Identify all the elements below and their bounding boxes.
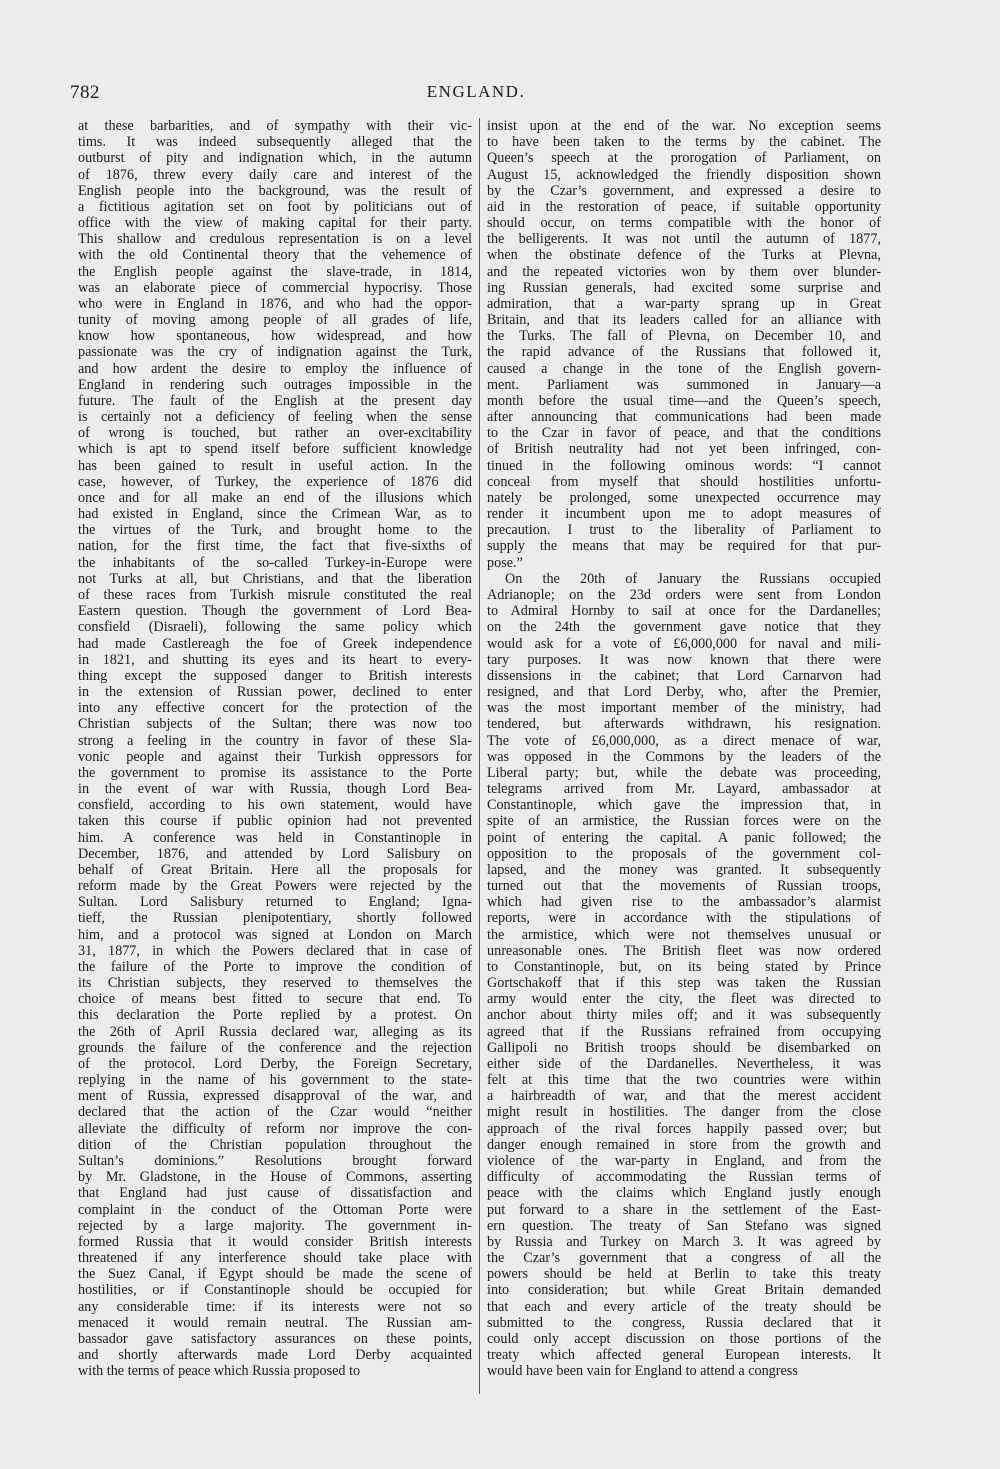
text-line: know how spontaneous, how widespread, and how <box>78 328 472 345</box>
text-line: danger enough remained in store from the growth and <box>487 1136 881 1153</box>
text-line: of wrong is touched, but rather an over-excitability <box>78 425 472 442</box>
text-line: of British neutrality had not yet been infringed, con- <box>487 441 881 458</box>
text-line: precaution. I trust to the liberality of Parliament to <box>487 522 881 539</box>
text-line: anchor about thirty miles off; and it was subsequently <box>487 1007 881 1024</box>
text-line: caused a change in the tone of the English govern- <box>487 360 881 377</box>
text-line: the failure of the Porte to improve the condition of <box>78 958 472 975</box>
text-line: reform made by the Great Powers were rejected by the <box>78 878 472 895</box>
text-line: of the protocol. Lord Derby, the Foreign Secretary, <box>78 1055 472 1072</box>
text-line: unreasonable ones. The British fleet was now ordered <box>487 942 881 959</box>
text-line: might result in hostilities. The danger from the close <box>487 1104 881 1121</box>
page-header <box>70 82 882 110</box>
text-line: had made Castlereagh the foe of Greek independence <box>78 635 472 652</box>
text-line: in 1821, and shutting its eyes and its heart to every- <box>78 651 472 668</box>
text-line: approach of the rival forces happily passed over; but <box>487 1120 881 1137</box>
text-line: treaty which affected general European interests. It <box>487 1347 881 1364</box>
text-line: on the 24th the government gave notice that they <box>487 619 881 636</box>
text-line: him. A conference was held in Constantinople in <box>78 829 472 846</box>
text-line: to Admiral Hornby to sail at once for the Dardanelles; <box>487 603 881 620</box>
text-line: strong a feeling in the country in favor of these Sla- <box>78 732 472 749</box>
text-line: case, however, of Turkey, the experience of 1876 did <box>78 473 472 490</box>
text-line: consfield (Disraeli), following the same policy which <box>78 619 472 636</box>
text-line: Constantinople, which gave the impression that, in <box>487 797 881 814</box>
text-line: into consideration; but while Great Britain demanded <box>487 1282 881 1299</box>
text-line: dition of the Christian population throughout the <box>78 1136 472 1153</box>
text-line: the belligerents. It was not until the autumn of 1877, <box>487 231 881 248</box>
text-line: with the terms of peace which Russia proposed to <box>78 1363 361 1380</box>
text-line: This shallow and credulous representation is on a level <box>78 231 472 248</box>
text-line: nately be prolonged, some unexpected occurrence may <box>487 489 881 506</box>
text-line: violence of the war-party in England, and from the <box>487 1153 881 1169</box>
text-line: Gortschakoff that if this step was taken the Russian <box>487 975 881 992</box>
text-line: the Suez Canal, if Egypt should be made the scene of <box>78 1266 472 1283</box>
text-line: admiration, that a war-party sprang up in Great <box>487 295 881 312</box>
text-line: Christian subjects of the Sultan; there was now too <box>78 716 472 733</box>
text-line: should occur, on terms compatible with the honor of <box>487 215 881 232</box>
text-line: the Czar’s government that a congress of all the <box>487 1250 881 1267</box>
text-line: the armistice, which were not themselves unusual or <box>487 926 881 943</box>
text-line: by Russia and Turkey on March 3. It was agreed by <box>487 1233 881 1250</box>
text-line: army would enter the city, the fleet was directed to <box>487 991 881 1008</box>
text-line: would have been vain for England to attend a congress <box>487 1363 798 1380</box>
text-line: difficulty of accommodating the Russian terms of <box>487 1169 881 1186</box>
text-line: thing except the supposed danger to British interests <box>78 667 472 684</box>
text-line: alleviate the difficulty of reform nor improve the con- <box>78 1120 472 1137</box>
text-line: month before the usual time—and the Queen’s speech, <box>487 392 881 409</box>
text-line: the rapid advance of the Russians that followed it, <box>487 344 881 361</box>
text-line: England in rendering such outrages impossible in the <box>78 376 472 393</box>
text-line: December, 1876, and attended by Lord Salisbury on <box>78 845 472 862</box>
text-line: by the Czar’s government, and expressed a desire to <box>487 182 881 199</box>
text-line: agreed that if the Russians refrained from occupying <box>487 1023 881 1040</box>
text-line: that England had just cause of dissatisfaction and <box>78 1185 472 1202</box>
text-line: ment of Russia, expressed disapproval of the war, and <box>78 1088 472 1105</box>
text-line: Eastern question. Though the government of Lord Bea- <box>78 603 472 620</box>
text-line: at these barbarities, and of sympathy with their vic- <box>78 118 472 134</box>
text-line: pose.” <box>487 554 523 571</box>
text-line: to have been taken to the terms by the cabinet. The <box>487 134 881 151</box>
text-line: complaint in the conduct of the Ottoman Porte were <box>78 1201 472 1218</box>
text-line: a fictitious agitation set on foot by politicians out of <box>78 198 472 215</box>
text-line: Liberal party; but, while the debate was proceeding, <box>487 764 881 781</box>
text-line: 31, 1877, in which the Powers declared that in case of <box>78 942 472 959</box>
text-line: tims. It was indeed subsequently alleged that the <box>78 134 472 151</box>
text-line: reports, were in accordance with the stipulations of <box>487 910 881 927</box>
text-line: put forward to a share in the settlement of the East- <box>487 1201 881 1218</box>
text-line: hostilities, or if Constantinople should be occupied for <box>78 1282 472 1299</box>
text-line: and the repeated victories won by them over blunder- <box>487 263 881 280</box>
text-line: consfield, according to his own statement, would have <box>78 797 472 814</box>
text-line: powers should be held at Berlin to take this treaty <box>487 1266 881 1283</box>
text-line: the English people against the slave-trade, in 1814, <box>78 263 472 280</box>
text-line: point of entering the capital. A panic followed; the <box>487 829 881 846</box>
text-line: Sultan’s dominions.” Resolutions brought forward <box>78 1153 472 1169</box>
text-line: the Turks. The fall of Plevna, on December 10, and <box>487 328 881 345</box>
text-line: not Turks at all, but Christians, and that the liberation <box>78 570 472 587</box>
text-line: dissensions in the cabinet; that Lord Carnarvon had <box>487 667 881 684</box>
text-line: passionate was the cry of indignation against the Turk, <box>78 344 472 361</box>
text-line: choice of means best fitted to secure that end. To <box>78 991 472 1008</box>
text-line: when the obstinate defence of the Turks at Plevna, <box>487 247 881 264</box>
text-line: which had given rise to the ambassador’s alarmist <box>487 894 881 911</box>
text-line: telegrams arrived from Mr. Layard, ambassador at <box>487 781 881 798</box>
text-line: Sultan. Lord Salisbury returned to England; Igna- <box>78 894 472 911</box>
text-line: to Constantinople, but, on its being stated by Prince <box>487 958 881 975</box>
text-line: either side of the Dardanelles. Nevertheless, it was <box>487 1055 881 1072</box>
text-line: this declaration the Porte replied by a protest. On <box>78 1007 472 1024</box>
text-line: grounds the failure of the conference and the rejection <box>78 1039 472 1056</box>
text-line: would ask for a vote of £6,000,000 for naval and mili- <box>487 635 881 652</box>
text-line: to the Czar in favor of peace, and that the conditions <box>487 425 881 442</box>
text-line: On the 20th of January the Russians occupied <box>505 570 881 587</box>
text-line: the inhabitants of the so-called Turkey-in-Europe were <box>78 554 472 571</box>
text-line: who were in England in 1876, and who had the oppor- <box>78 295 472 312</box>
text-line: outburst of pity and indignation which, in the autumn <box>78 150 472 167</box>
text-line: threatened if any interference should take place with <box>78 1250 472 1267</box>
text-line: tary purposes. It was now known that there were <box>487 651 881 668</box>
text-line: any considerable time: if its interests were not so <box>78 1298 472 1315</box>
text-line: ment. Parliament was summoned in January—a <box>487 376 881 393</box>
text-line: replying in the name of his government to the state- <box>78 1072 472 1089</box>
text-line: aid in the restoration of peace, if suitable opportunity <box>487 198 881 215</box>
text-line: by Mr. Gladstone, in the House of Commons, asserting <box>78 1169 472 1186</box>
text-line: The vote of £6,000,000, as a direct menace of war, <box>487 732 881 749</box>
text-line: future. The fault of the English at the present day <box>78 392 472 409</box>
text-line: taken this course if public opinion had not prevented <box>78 813 472 830</box>
right-column <box>487 118 881 1379</box>
text-line: and shortly afterwards made Lord Derby acquainted <box>78 1347 472 1364</box>
text-line: August 15, acknowledged the friendly disposition shown <box>487 166 881 183</box>
text-line: the virtues of the Turk, and brought home to the <box>78 522 472 539</box>
text-line: Adrianople; on the 23d orders were sent from London <box>487 586 881 603</box>
text-line: resigned, and that Lord Derby, who, after the Premier, <box>487 684 881 701</box>
text-line: Britain, and that its leaders called for an alliance with <box>487 312 881 329</box>
text-line: opposition to the proposals of the government col- <box>487 845 881 862</box>
text-line: was the most important member of the ministry, had <box>487 700 881 717</box>
text-line: Gallipoli no British troops should be disembarked on <box>487 1039 881 1056</box>
text-line: a hairbreadth of war, and that the merest accident <box>487 1088 881 1105</box>
text-line: insist upon at the end of the war. No exception seems <box>487 118 881 134</box>
text-line: is certainly not a deficiency of feeling when the sense <box>78 409 472 426</box>
text-line: behalf of Great Britain. Here all the proposals for <box>78 861 472 878</box>
text-line: its Christian subjects, they reserved to themselves the <box>78 975 472 992</box>
text-line: declared that the action of the Czar would “neither <box>78 1104 472 1121</box>
text-line: could only accept discussion on those portions of the <box>487 1330 881 1347</box>
text-line: that each and every article of the treaty should be <box>487 1298 881 1315</box>
text-line: in the extension of Russian power, declined to enter <box>78 684 472 701</box>
text-line: ern question. The treaty of San Stefano was signed <box>487 1217 881 1234</box>
column-divider <box>479 118 480 1394</box>
text-line: tunity of moving among people of all grades of life, <box>78 312 472 329</box>
text-line: submitted to the congress, Russia declared that it <box>487 1314 881 1331</box>
text-line: once and for all make an end of the illusions which <box>78 489 472 506</box>
text-line: him, and a protocol was signed at London on March <box>78 926 472 943</box>
text-line: rejected by a large majority. The government in- <box>78 1217 472 1234</box>
running-head: ENGLAND. <box>426 82 526 101</box>
text-line: nation, for the first time, the fact that five-sixths of <box>78 538 472 555</box>
text-line: vonic people and against their Turkish oppressors for <box>78 748 472 765</box>
left-column <box>78 118 472 1379</box>
page-number: 782 <box>70 82 100 103</box>
text-line: supply the means that may be required for that pur- <box>487 538 881 555</box>
text-line: spite of an armistice, the Russian forces were on the <box>487 813 881 830</box>
text-line: tendered, but afterwards withdrawn, his resignation. <box>487 716 881 733</box>
text-line: which is apt to spend itself before sufficient knowledge <box>78 441 472 458</box>
text-line: with the old Continental theory that the vehemence of <box>78 247 472 264</box>
text-line: lapsed, and the money was granted. It subsequently <box>487 861 881 878</box>
text-line: had existed in England, since the Crimean War, as to <box>78 506 472 523</box>
text-line: into any effective concert for the protection of the <box>78 700 472 717</box>
text-line: office with the view of making capital for their party. <box>78 215 472 232</box>
text-line: Queen’s speech at the prorogation of Parliament, on <box>487 150 881 167</box>
text-line: and how ardent the desire to employ the influence of <box>78 360 472 377</box>
text-line: in the event of war with Russia, though Lord Bea- <box>78 781 472 798</box>
text-line: was an elaborate piece of commercial hypocrisy. Those <box>78 279 472 296</box>
text-line: turned out that the movements of Russian troops, <box>487 878 881 895</box>
text-line: the 26th of April Russia declared war, alleging as its <box>78 1023 472 1040</box>
text-line: was opposed in the Commons by the leaders of the <box>487 748 881 765</box>
text-line: has been gained to result in useful action. In the <box>78 457 472 474</box>
text-line: ing Russian generals, had excited some surprise and <box>487 279 881 296</box>
text-line: after announcing that communications had been made <box>487 409 881 426</box>
text-line: formed Russia that it would consider British interests <box>78 1233 472 1250</box>
text-line: peace with the claims which England justly enough <box>487 1185 881 1202</box>
text-line: bassador gave satisfactory assurances on these points, <box>78 1330 472 1347</box>
text-line: tinued in the following ominous words: “I cannot <box>487 457 881 474</box>
text-line: felt at this time that the two countries were within <box>487 1072 881 1089</box>
text-line: of 1876, threw every daily care and interest of the <box>78 166 472 183</box>
text-line: menaced it would remain neutral. The Russian am- <box>78 1314 472 1331</box>
text-line: the government to promise its assistance to the Porte <box>78 764 472 781</box>
text-line: of these races from Turkish misrule constituted the real <box>78 586 472 603</box>
text-line: English people into the background, was the result of <box>78 182 472 199</box>
text-line: render it incumbent upon me to adopt measures of <box>487 506 881 523</box>
text-line: tieff, the Russian plenipotentiary, shortly followed <box>78 910 472 927</box>
text-line: conceal from myself that should hostilities unfortu- <box>487 473 881 490</box>
